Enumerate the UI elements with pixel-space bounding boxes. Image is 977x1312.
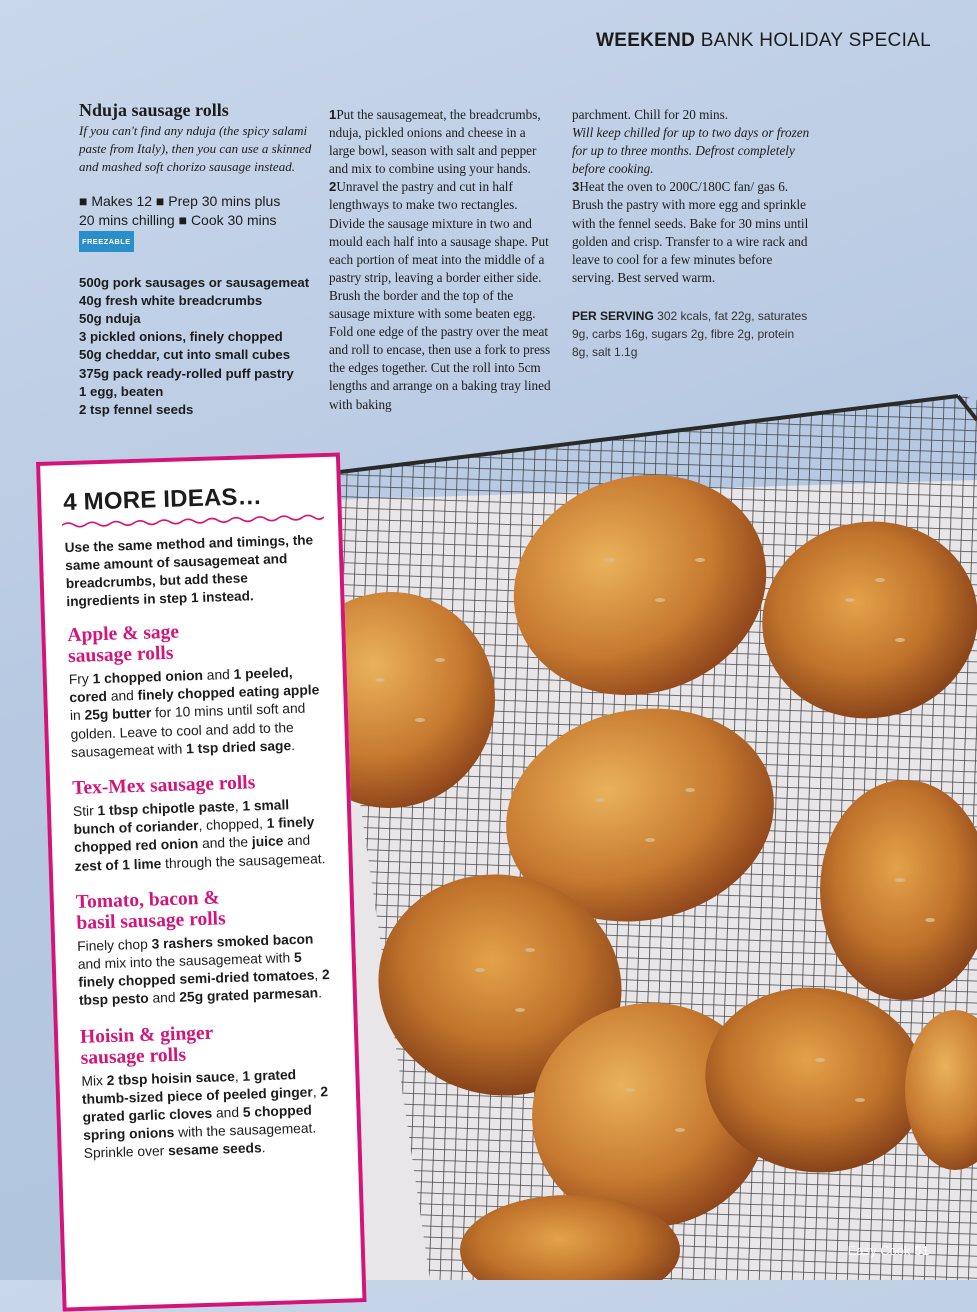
method-step-1	[329, 106, 551, 178]
bold-text: 1 tbsp chipotle paste	[97, 798, 235, 819]
recipe-title: Nduja sausage rolls	[79, 100, 229, 120]
text: Stir	[72, 803, 98, 820]
section-header	[596, 30, 931, 52]
magazine-name: Easy Cook	[847, 1243, 911, 1258]
ingredient-item: 50g cheddar, cut into small cubes	[79, 347, 291, 363]
ingredient-item: 1 egg, beaten	[79, 383, 164, 399]
idea-title-tomato	[76, 884, 333, 934]
bold-text: 1 finely chopped red onion	[73, 814, 315, 856]
step-text: Heat the oven to 200C/180C fan/ gas 6. Brush the pastry with more egg and sprinkle with the fennel seeds. Bake for 30 mins until golden and crisp. Transfer to a wire rack and leave to cool for a few minutes before serving. Best served warm.	[572, 179, 809, 285]
idea-title-line: sausage rolls	[67, 642, 174, 668]
bold-text: 5 chopped spring onions	[82, 1102, 313, 1144]
bold-text: 1 grated thumb-sized piece of peeled ginger	[81, 1066, 313, 1107]
bold-text: 1 peeled, cored	[69, 665, 293, 706]
bold-text: 25g grated parmesan	[179, 985, 319, 1006]
text: and	[283, 832, 311, 849]
text: and	[106, 688, 138, 705]
ideas-lead: Use the same method and timings, the same amount of sausagemeat and breadcrumbs, but add these ingredients in step 1 instead.	[64, 532, 314, 610]
ingredient-item: 2 tsp fennel seeds	[79, 401, 194, 417]
text: .	[261, 1140, 266, 1156]
step-number: 3	[572, 179, 580, 195]
text: ,	[234, 1068, 243, 1084]
idea-body-hoisin	[81, 1064, 340, 1163]
text: and	[148, 990, 180, 1007]
idea-body-texmex	[73, 795, 331, 876]
idea-title-line: basil sausage rolls	[76, 908, 226, 934]
text: ,	[312, 1084, 321, 1100]
idea-title-line: Hoisin & ginger	[79, 1022, 214, 1048]
ingredient-item: 375g pack ready-rolled puff pastry	[79, 365, 294, 381]
text: Mix	[81, 1072, 107, 1089]
nutrition-info	[572, 307, 812, 361]
bold-text: finely chopped eating apple	[137, 682, 320, 704]
idea-title-hoisin	[80, 1019, 337, 1069]
recipe-meta	[79, 192, 319, 252]
bold-text: 3 rashers smoked bacon	[151, 931, 314, 952]
text: and	[202, 666, 234, 683]
ideas-title: 4 MORE IDEAS…	[62, 482, 263, 517]
recipe-meta-line1: ■ Makes 12 ■ Prep 30 mins plus	[79, 193, 281, 210]
text: for 10 mins until soft and golden. Leave to cool and add to the sausagemeat with	[70, 701, 306, 760]
text: Fry	[68, 671, 93, 688]
section-header-bold: WEEKEND	[595, 30, 696, 51]
bold-text: 2 tbsp hoisin sauce	[106, 1068, 235, 1088]
text: .	[290, 737, 296, 753]
idea-title-apple	[67, 617, 324, 667]
ingredient-list	[79, 274, 319, 419]
text: .	[317, 985, 323, 1001]
text: through the sausagemeat.	[161, 850, 326, 871]
nutrition-label: PER SERVING	[572, 308, 654, 323]
text: and mix into the sausagemeat with	[77, 950, 295, 972]
idea-body-tomato	[77, 930, 335, 1011]
more-ideas-box	[36, 452, 367, 1311]
method-column-2	[572, 106, 812, 361]
step-text: Put the sausagemeat, the breadcrumbs, nduja, pickled onions and cheese in a large bowl, season with salt and pepper and mix to combine using your hands.	[329, 107, 541, 177]
bold-text: zest of 1 lime	[74, 855, 162, 874]
idea-title-line: Apple & sage	[67, 621, 180, 647]
step-number: 2	[329, 179, 337, 195]
method-column-1	[329, 106, 551, 414]
bold-text: 2 tbsp pesto	[78, 967, 330, 1009]
text: and the	[198, 834, 253, 852]
ingredient-item: 500g pork sausages or sausagemeat	[79, 275, 310, 291]
bold-text: 1 chopped onion	[92, 667, 204, 687]
bold-text: juice	[251, 833, 284, 850]
text: with the sausagemeat. Sprinkle over	[83, 1120, 317, 1162]
idea-title-line: sausage rolls	[80, 1044, 187, 1069]
bold-text: 2 grated garlic cloves	[82, 1083, 329, 1125]
idea-body-apple	[69, 663, 328, 762]
text: ,	[234, 798, 243, 814]
step-number: 1	[329, 107, 337, 122]
step-text: Unravel the pastry and cut in half lengthways to make two rectangles. Divide the sausage mixture in two and mould each half into a sausage shape. Put each portion of meat into the middle of a pastry strip, leaving a border either side. Brush the border and the top of the sausage mixture with some beaten egg. Fold one edge of the pastry over the meat and roll to encase, then use a fork to press the edges together. Cut the roll into 5cm lengths and arrange on a baking tray lined with baking	[329, 179, 551, 412]
nutrition-values: 302 kcals, fat 22g, saturates 9g, carbs 16g, sugars 2g, fibre 2g, protein 8g, salt 1.1g	[572, 308, 808, 359]
bold-text: sesame seeds	[167, 1140, 262, 1159]
bold-text: 5 finely chopped semi-dried tomatoes	[78, 949, 315, 991]
text: and	[211, 1104, 244, 1121]
text: in	[69, 708, 85, 724]
section-header-rest: BANK HOLIDAY SPECIAL	[695, 30, 931, 51]
freeze-note: Will keep chilled for up to two days or frozen for up to three months. Defrost completely before cooking.	[572, 125, 810, 177]
method-step-2	[329, 178, 551, 413]
idea-title-line: Tomato, bacon &	[75, 887, 221, 913]
recipe-intro: If you can't find any nduja (the spicy salami paste from Italy), then you can use a skinned and mashed soft chorizo sausage instead.	[79, 123, 312, 175]
page-number: 51	[914, 1243, 929, 1258]
bold-text: 1 tsp dried sage	[185, 737, 292, 757]
page-footer	[848, 1243, 929, 1258]
ingredient-item: 3 pickled onions, finely chopped	[79, 329, 283, 345]
text: , chopped,	[198, 816, 267, 834]
ingredient-item: 40g fresh white breadcrumbs	[79, 293, 263, 309]
recipe-intro-column	[79, 101, 319, 419]
ingredient-item: 50g nduja	[79, 311, 141, 327]
text: ,	[314, 967, 323, 983]
method-step-2-continued: parchment. Chill for 20 mins.	[572, 107, 729, 122]
bold-text: 25g butter	[84, 705, 152, 724]
idea-title-texmex: Tex-Mex sausage rolls	[71, 772, 256, 800]
method-step-3	[572, 178, 812, 287]
text: Finely chop	[76, 936, 152, 954]
recipe-meta-line2: 20 mins chilling ■ Cook 30 mins	[79, 212, 277, 229]
bold-text: 1 small bunch of coriander	[73, 797, 290, 838]
freezable-badge: FREEZABLE	[79, 231, 134, 252]
